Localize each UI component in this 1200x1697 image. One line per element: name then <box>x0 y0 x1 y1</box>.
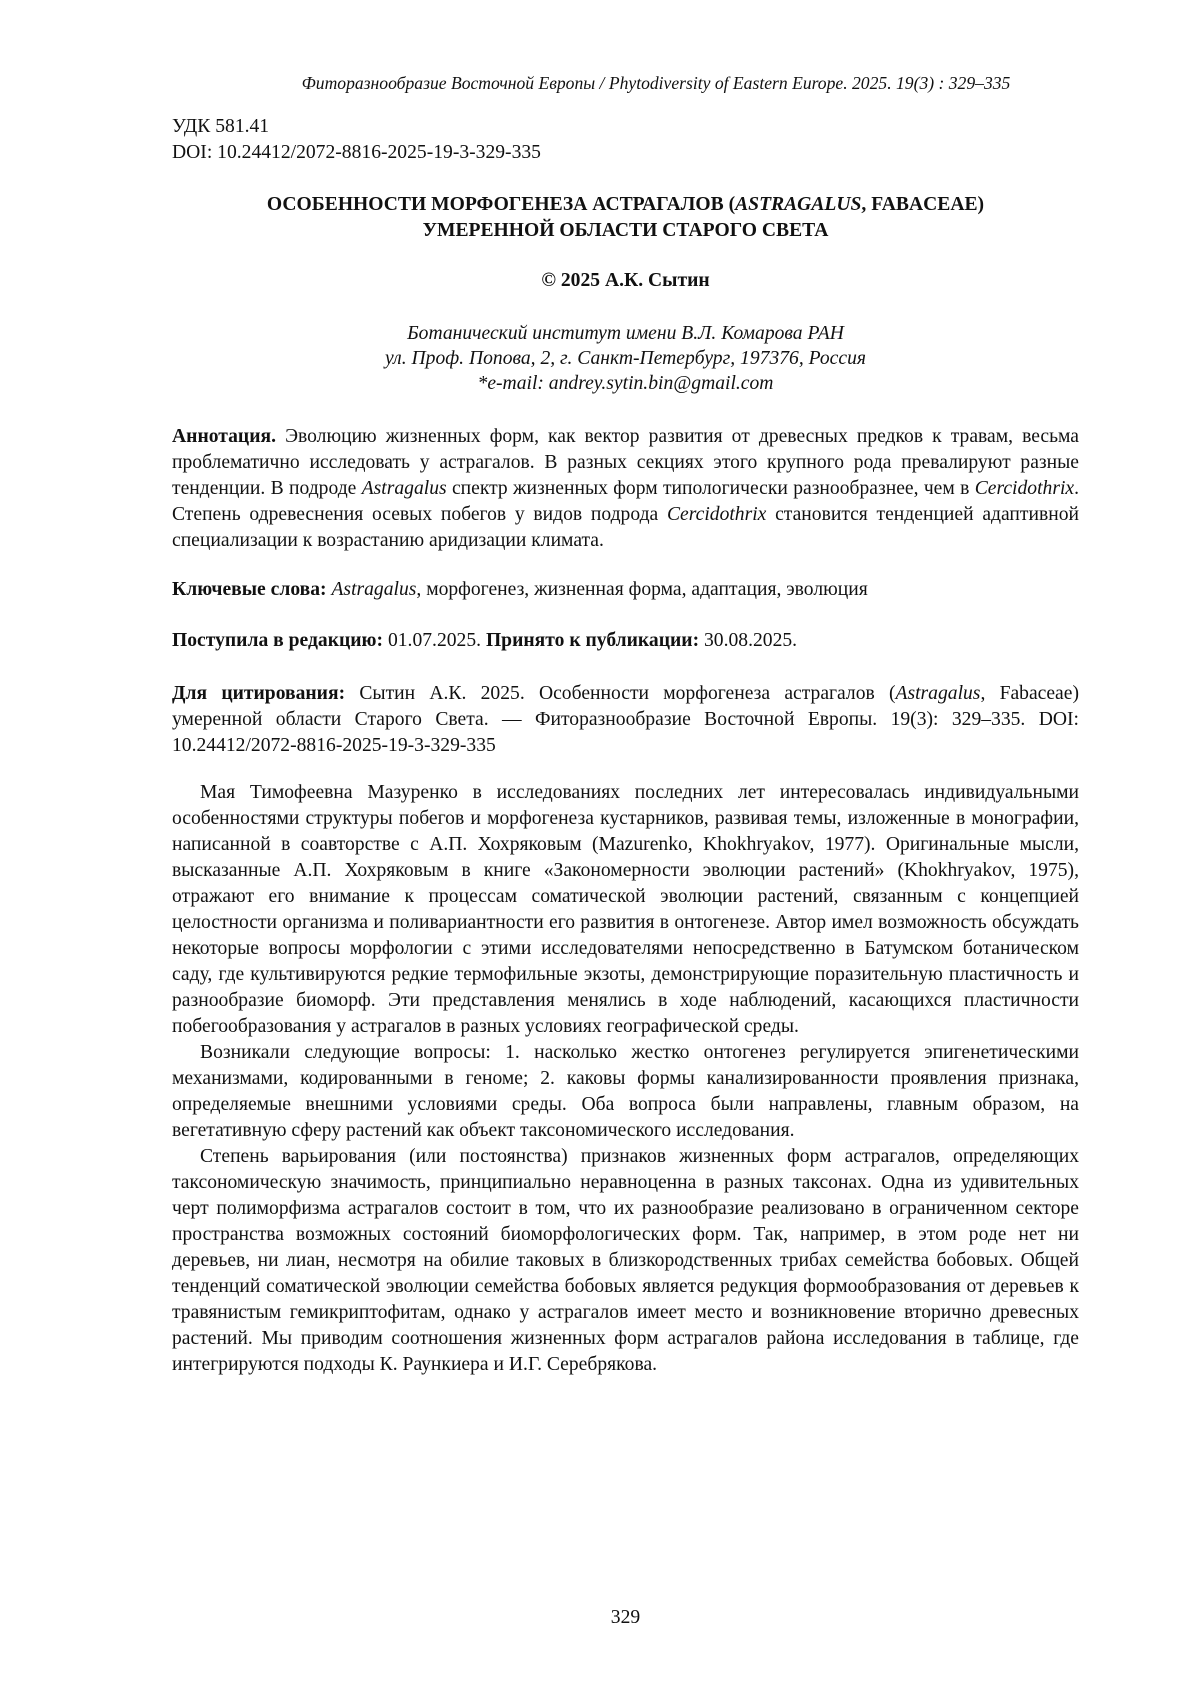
running-head: Фиторазнообразие Восточной Европы / Phytodiversity of Eastern Europe. 2025. 19(3) : 329–335 <box>0 70 1200 96</box>
paragraph: Возникали следующие вопросы: 1. насколько жестко онтогенез регулируется эпигенетическими механизмами, кодированными в геноме; 2. каковы формы канализированности проявления признака, определяемые внешними условиями среды. Оба вопроса были направлены, главным образом, на вегетативную сферу растений как объект таксономического исследования. <box>172 1040 1079 1144</box>
title-line-1: ОСОБЕННОСТИ МОРФОГЕНЕЗА АСТРАГАЛОВ (ASTRAGALUS, FABACEAE) <box>172 192 1079 218</box>
keywords-label: Ключевые слова: <box>172 579 327 600</box>
citation: Для цитирования: Сытин А.К. 2025. Особенности морфогенеза астрагалов (Astragalus, Fabaceae) умеренной области Старого Света. — Фиторазнообразие Восточной Европы. 19(3): 329–335. DOI: 10.24412/2072-8816-2025-19-3-329-335 <box>172 681 1079 759</box>
affiliation-address: ул. Проф. Попова, 2, г. Санкт-Петербург, 197376, Россия <box>172 346 1079 371</box>
paragraph: Мая Тимофеевна Мазуренко в исследованиях последних лет интересовалась индивидуальными особенностями структуры побегов и морфогенеза кустарников, развивая темы, изложенные в монографии, написанной в соавторстве с А.П. Хохряковым (Mazurenko, Khokhryakov, 1977). Оригинальные мысли, высказанные А.П. Хохряковым в книге «Закономерности эволюции растений» (Khokhryakov, 1975), отражают его внимание к процессам соматической эволюции растений, связанным с концепцией целостности организма и поливариантности его развития в онтогенезе. Автор имел возможность обсуждать некоторые вопросы морфологии с этими исследователями непосредственно в Батумском ботаническом саду, где культивируются редкие термофильные экзоты, демонстрирующие поразительную пластичность и разнообразие биоморф. Эти представления менялись в ходе наблюдений, касающихся пластичности побегообразования у астрагалов в разных условиях географической среды. <box>172 780 1079 1040</box>
udk-code: УДК 581.41 <box>172 114 269 140</box>
affiliation-institute: Ботанический институт имени В.Л. Комарова РАН <box>172 321 1079 346</box>
affiliation-email: *e-mail: andrey.sytin.bin@gmail.com <box>172 371 1079 396</box>
page-number: 329 <box>0 1605 1200 1631</box>
abstract-label: Аннотация. <box>172 426 276 447</box>
title-line-2: УМЕРЕННОЙ ОБЛАСТИ СТАРОГО СВЕТА <box>172 218 1079 244</box>
page <box>0 0 1200 1697</box>
affiliation <box>172 321 1079 396</box>
citation-label: Для цитирования: <box>172 683 345 704</box>
keywords: Ключевые слова: Astragalus, морфогенез, жизненная форма, адаптация, эволюция <box>172 577 1079 603</box>
article-title <box>172 192 1079 244</box>
publication-dates: Поступила в редакцию: 01.07.2025. Принято к публикации: 30.08.2025. <box>172 628 1079 654</box>
title-genus: ASTRAGALUS <box>735 194 861 215</box>
doi: DOI: 10.24412/2072-8816-2025-19-3-329-335 <box>172 140 541 166</box>
author: © 2025 А.К. Сытин <box>172 268 1079 294</box>
paragraph: Степень варьирования (или постоянства) признаков жизненных форм астрагалов, определяющих таксономическую значимость, принципиально неравноценна в разных таксонах. Одна из удивительных черт полиморфизма астрагалов состоит в том, что их разнообразие реализовано в ограниченном секторе пространства возможных состояний биоморфологических форм. Так, например, в этом роде нет ни деревьев, ни лиан, несмотря на обилие таковых в близкородственных трибах семейства бобовых. Общей тенденций соматической эволюции семейства бобовых является редукция формообразования от деревьев к травянистым гемикриптофитам, однако у астрагалов имеет место и возникновение вторично древесных растений. Мы приводим соотношения жизненных форм астрагалов района исследования в таблице, где интегрируются подходы К. Раункиера и И.Г. Серебрякова. <box>172 1144 1079 1378</box>
body-text <box>172 780 1079 1378</box>
abstract: Аннотация. Эволюцию жизненных форм, как вектор развития от древесных предков к травам, весьма проблематично исследовать у астрагалов. В разных секциях этого крупного рода превалируют разные тенденции. В подроде Astragalus спектр жизненных форм типологически разнообразнее, чем в Cercidothrix. Степень одревеснения осевых побегов у видов подрода Cercidothrix становится тенденцией адаптивной специализации к возрастанию аридизации климата. <box>172 424 1079 554</box>
